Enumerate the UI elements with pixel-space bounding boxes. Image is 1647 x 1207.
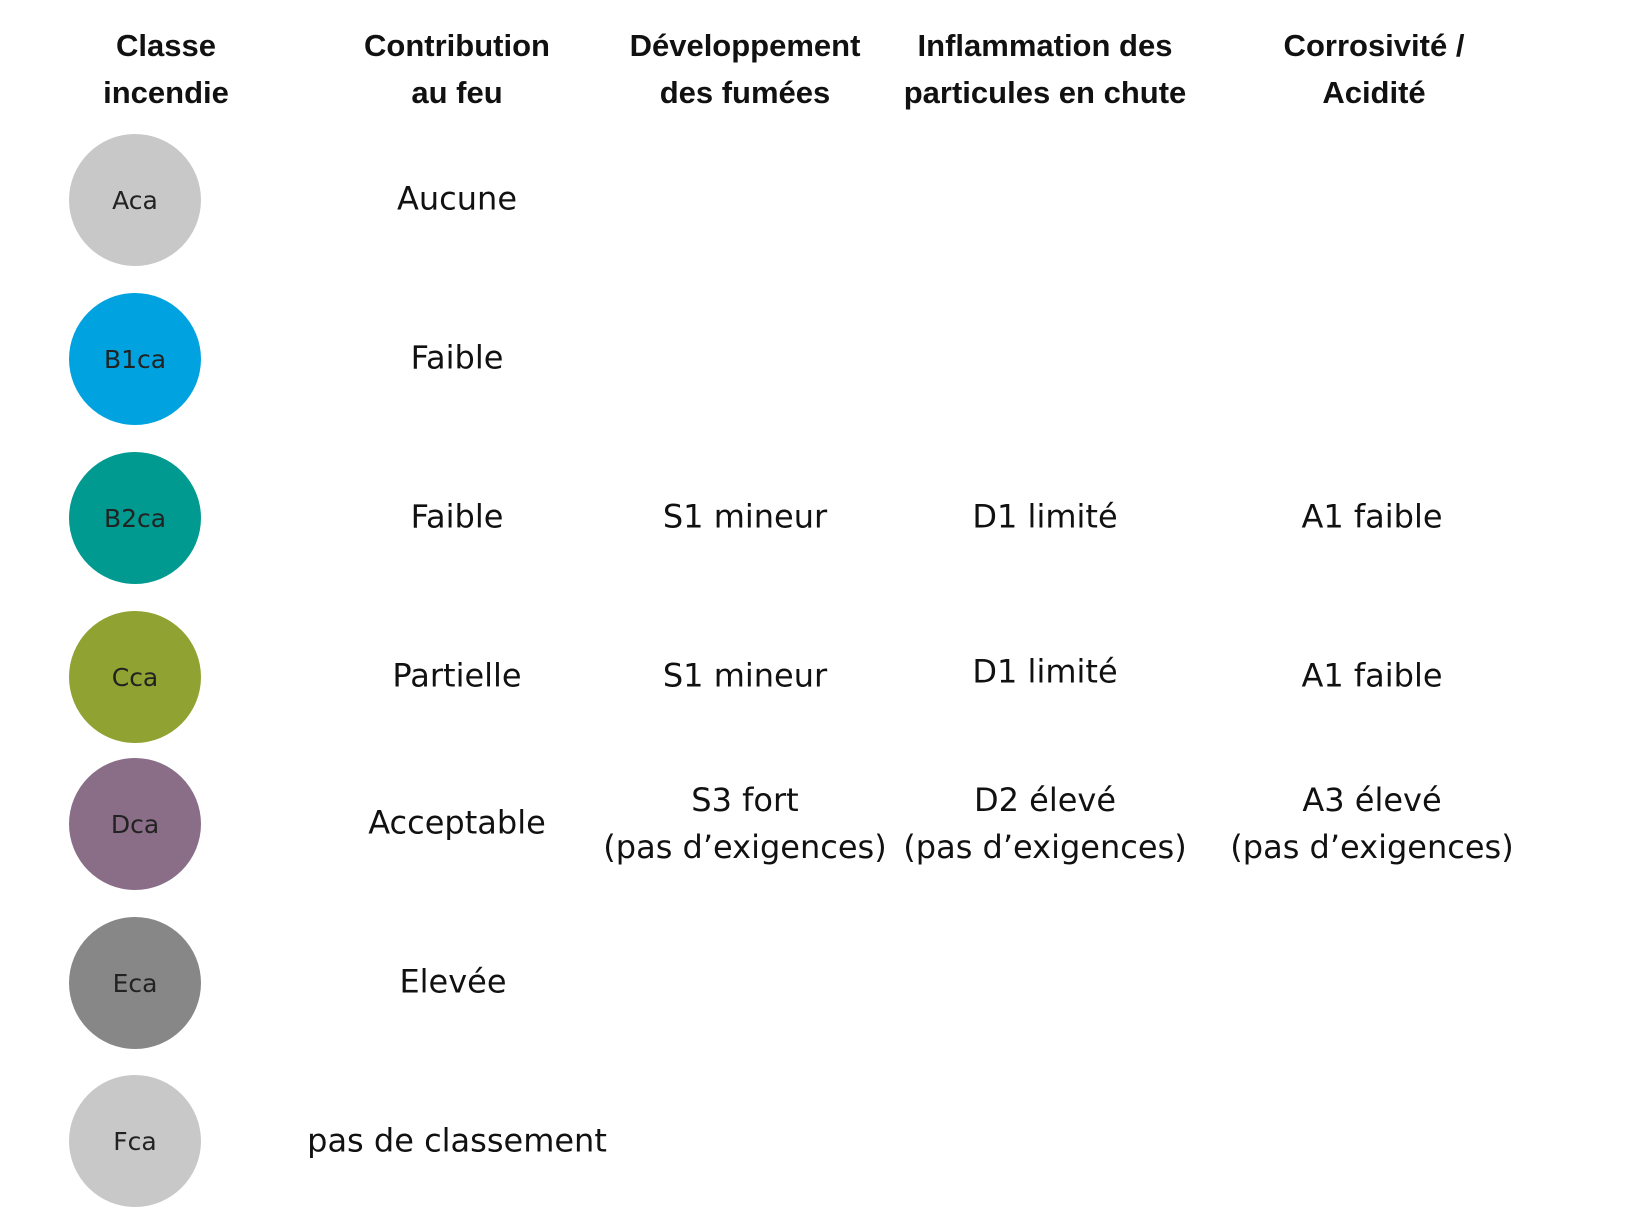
header-line: Inflammation des: [917, 28, 1173, 63]
cell-line: D1 limité: [972, 497, 1118, 536]
class-label: Aca: [112, 185, 158, 215]
fumees-cell: [663, 653, 827, 700]
header-line: Acidité: [1322, 75, 1426, 110]
class-badge-cca: [69, 611, 201, 743]
cell-line: (pas d’exigences): [903, 828, 1187, 866]
cell-line: (pas d’exigences): [1230, 828, 1514, 866]
header-line: au feu: [411, 75, 503, 110]
header-inflammation-particules: [904, 22, 1187, 116]
header-developpement-fumees: [630, 22, 861, 116]
header-corrosivite-acidite: [1284, 22, 1465, 116]
class-badge-b2ca: [69, 452, 201, 584]
contribution-cell: Aucune: [396, 179, 518, 218]
contribution-cell: Partielle: [392, 656, 522, 695]
header-contribution-au-feu: [364, 22, 550, 116]
contribution-cell: Elevée: [399, 962, 507, 1001]
header-line: Développement: [629, 28, 861, 63]
header-line: Classe: [116, 28, 216, 63]
particules-cell: [903, 777, 1186, 871]
class-badge-aca: [69, 134, 201, 266]
class-label: B1ca: [103, 344, 167, 374]
particules-cell: [972, 494, 1117, 541]
cell-line: S1 mineur: [662, 656, 828, 695]
contribution-cell: pas de classement: [307, 1121, 607, 1160]
header-classe-incendie: [103, 22, 229, 116]
cell-line: (pas d’exigences): [603, 828, 887, 866]
class-badge-fca: [69, 1075, 201, 1207]
header-line: particules en chute: [903, 75, 1187, 110]
cell-line: A1 faible: [1301, 497, 1443, 536]
cell-line: A1 faible: [1301, 656, 1443, 695]
acidite-cell: [1301, 494, 1442, 541]
cell-line: D1 limité: [972, 652, 1118, 691]
class-label: Eca: [112, 968, 158, 998]
header-line: des fumées: [659, 75, 831, 110]
cell-line: S3 fort: [691, 781, 799, 819]
class-badge-dca: [69, 758, 201, 890]
header-line: Contribution: [364, 28, 550, 63]
header-line: Corrosivité /: [1283, 28, 1465, 63]
particules-cell: [972, 649, 1117, 696]
fumees-cell: [663, 494, 827, 541]
class-badge-b1ca: [69, 293, 201, 425]
fumees-cell: [603, 777, 886, 871]
header-line: incendie: [103, 75, 229, 110]
cell-line: D2 élevé: [973, 781, 1117, 819]
acidite-cell: [1301, 653, 1442, 700]
class-label: B2ca: [103, 503, 167, 533]
class-label: Fca: [113, 1126, 157, 1156]
class-label: Cca: [111, 662, 159, 692]
class-badge-eca: [69, 917, 201, 1049]
contribution-cell: Faible: [410, 497, 504, 536]
class-label: Dca: [110, 809, 160, 839]
cell-line: S1 mineur: [662, 497, 828, 536]
acidite-cell: [1230, 777, 1513, 871]
contribution-cell: Faible: [410, 338, 504, 377]
cell-line: A3 élevé: [1302, 781, 1442, 819]
contribution-cell: Acceptable: [368, 803, 546, 842]
